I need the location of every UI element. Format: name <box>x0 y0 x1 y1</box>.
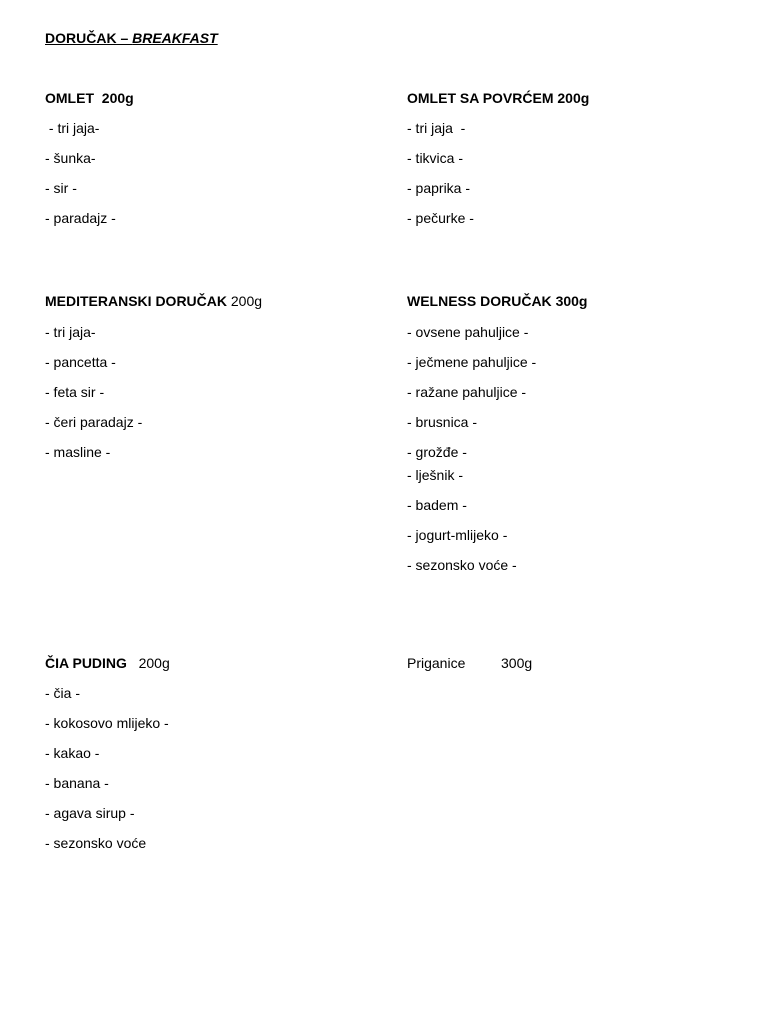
ingredient-item: - čia - <box>45 685 80 701</box>
dish-weight: 200g <box>101 90 134 106</box>
ingredient-item: - kokosovo mlijeko - <box>45 715 169 731</box>
dish-name: OMLET SA POVRĆEM <box>407 90 554 106</box>
section-heading <box>407 654 465 672</box>
ingredient-item: - sir - <box>45 180 77 196</box>
dish-weight: 300g <box>555 293 588 309</box>
ingredient-item: - banana - <box>45 775 109 791</box>
ingredient-item: - paradajz - <box>45 210 116 226</box>
section-heading <box>407 89 589 107</box>
ingredient-item: - badem - <box>407 497 467 513</box>
ingredient-item: - pancetta - <box>45 354 116 370</box>
ingredient-item: - lješnik - <box>407 467 464 483</box>
ingredient-item: - sezonsko voće - <box>407 557 517 573</box>
ingredient-item: - tikvica - <box>407 150 463 166</box>
dish-name: WELNESS DORUČAK <box>407 293 552 309</box>
section-heading <box>45 292 262 310</box>
ingredient-item: - grožđe - <box>407 444 467 460</box>
ingredient-item: - pečurke - <box>407 210 474 226</box>
ingredient-item: - tri jaja - <box>407 120 466 136</box>
dish-weight: 300g <box>501 655 533 671</box>
ingredient-item: - agava sirup - <box>45 805 135 821</box>
ingredient-item: - čeri paradajz - <box>45 414 143 430</box>
dish-name: Priganice <box>407 655 466 671</box>
dish-weight: 200g <box>230 293 263 309</box>
title-main: DORUČAK – <box>45 30 133 46</box>
ingredient-item: - feta sir - <box>45 384 105 400</box>
dish-name: MEDITERANSKI DORUČAK <box>45 293 227 309</box>
ingredient-item: - kakao - <box>45 745 100 761</box>
ingredient-item: - tri jaja- <box>45 120 100 136</box>
ingredient-item: - ovsene pahuljice - <box>407 324 529 340</box>
dish-weight: 200g <box>557 90 590 106</box>
page-title <box>45 29 218 47</box>
dish-weight: 200g <box>138 655 170 671</box>
dish-name: ČIA PUDING <box>45 655 127 671</box>
ingredient-item: - brusnica - <box>407 414 478 430</box>
ingredient-item: - ražane pahuljice - <box>407 384 527 400</box>
ingredient-item: - sezonsko voće <box>45 835 147 851</box>
ingredient-item: - ječmene pahuljice - <box>407 354 537 370</box>
title-italic: BREAKFAST <box>132 30 218 46</box>
ingredient-item: - paprika - <box>407 180 471 196</box>
ingredient-item: - jogurt-mlijeko - <box>407 527 508 543</box>
dish-name: OMLET <box>45 90 94 106</box>
ingredient-item: - tri jaja- <box>45 324 96 340</box>
ingredient-item: - masline - <box>45 444 111 460</box>
section-heading <box>407 292 587 310</box>
ingredient-item: - šunka- <box>45 150 96 166</box>
section-heading <box>45 654 170 672</box>
section-heading <box>45 89 134 107</box>
